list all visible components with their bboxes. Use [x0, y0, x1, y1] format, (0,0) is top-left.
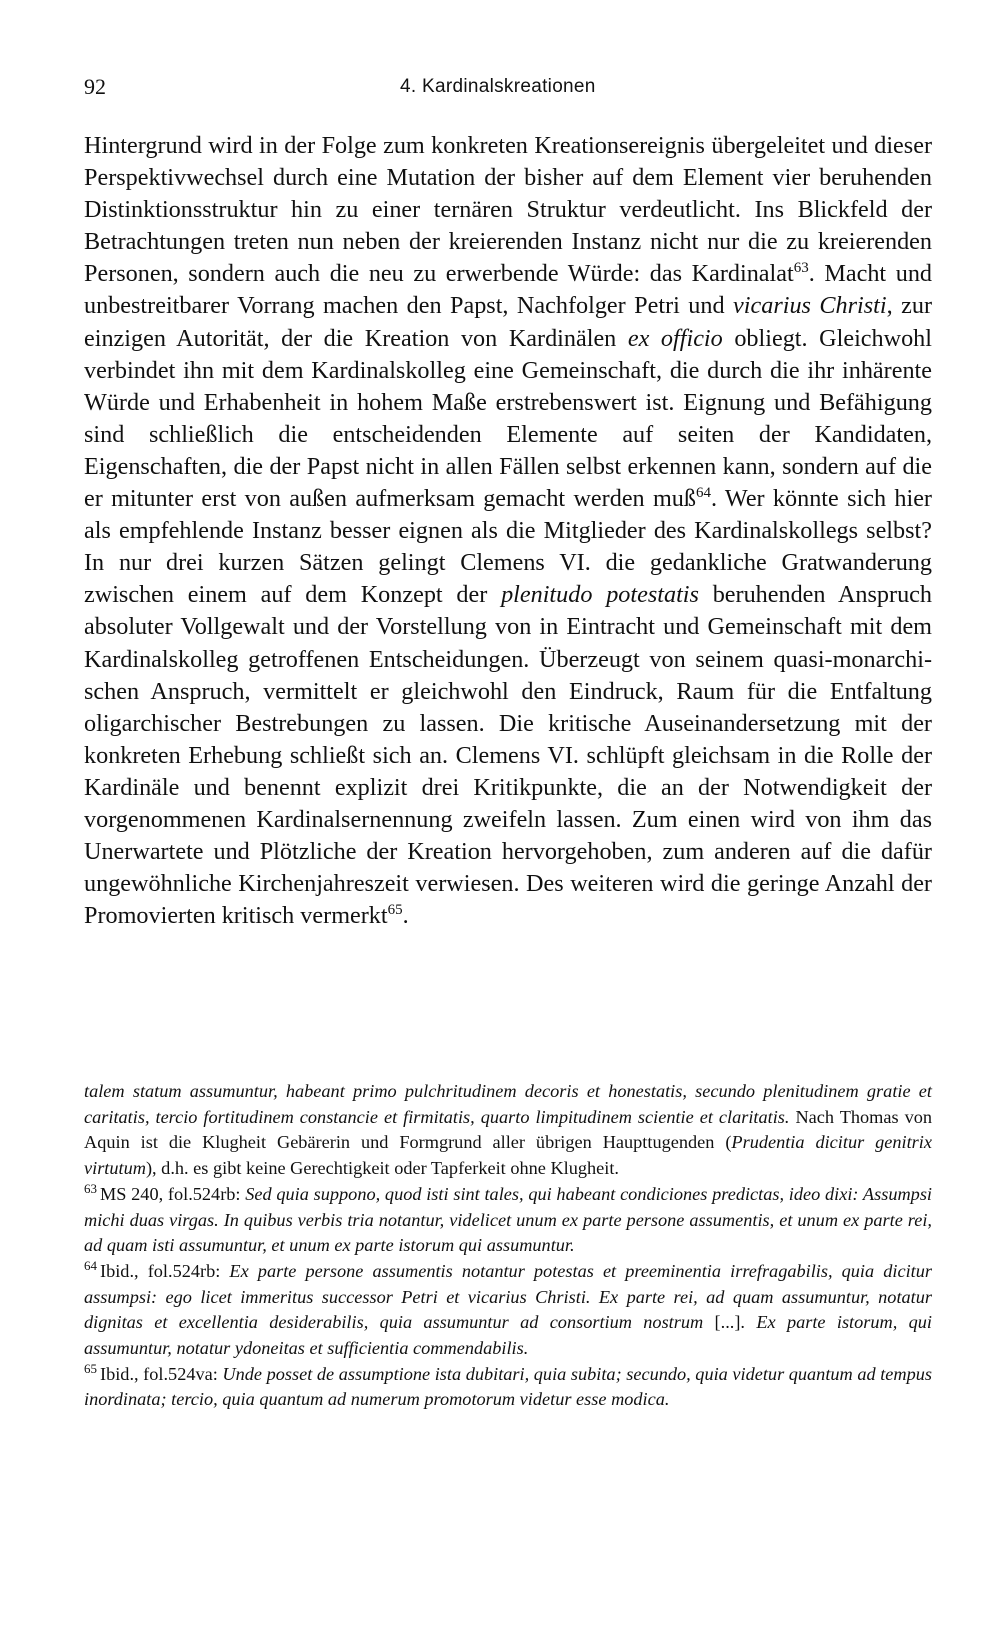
running-title: 4. Kardinalskreationen — [400, 76, 596, 97]
latin-quote: Ex parte istorum, qui assumuntur, notatur ydoneitas et sufficientia commendabilis. — [84, 1312, 932, 1359]
page-number: 92 — [84, 74, 106, 99]
text-run: obliegt. Gleichwohl verbindet ihn mit dem Kardinalskolleg eine Gemeinschaft, die durch die ihr inhärente Würde und Erhabenheit in hohem Maße erstrebenswert ist. Eignung und Befähigung sind schließlich die entscheidenden Elemente auf seiten der Kandidaten, Eigenschaften, die der Papst nicht in allen Fällen selbst erkennen kann, sondern auf die er mitunter erst von außen aufmerksam gemacht werden muß — [84, 324, 932, 513]
footnote-ref-63[interactable]: 63 — [793, 260, 809, 277]
footnote-number: 65 — [84, 1360, 97, 1376]
footnote-ref-64[interactable]: 64 — [695, 485, 711, 502]
latin-quote: Sed quia suppono, quod isti sint tales, qui habeant condiciones predictas, ideo dixi: Assumpsi michi duas virgas. In quibus verbis tria notantur, videlicet unum ex parte persone assumentis, et unum ex parte rei, ad quam isti assumuntur, et unum ex parte istorum qui assumuntur. — [84, 1183, 933, 1256]
footnote-ref-65[interactable]: 65 — [387, 902, 403, 919]
latin-term: ex officio — [627, 324, 723, 352]
text-run: , zur einzigen Autorität, der die Kreation von Kardinälen — [84, 292, 933, 352]
footnote-63 — [84, 1182, 932, 1259]
footnote-number: 64 — [84, 1257, 97, 1273]
text-run: . — [402, 902, 409, 930]
footnotes-section — [84, 1079, 932, 1413]
main-paragraph — [84, 130, 932, 932]
latin-quote: Unde posset de assumptione ista dubitari, quia subita; secundo, quia videtur quantum ad tempus inordinata; tercio, quia quantum ad numerum promotorum videtur esse modica. — [84, 1363, 932, 1410]
footnote-text: MS 240, fol.524rb: — [100, 1183, 246, 1204]
footnote-65 — [84, 1362, 932, 1413]
footnote-text: [...]. — [703, 1312, 757, 1333]
text-run: beruhenden Anspruch absoluter Vollgewalt und der Vorstellung von in Eintracht und Gemeinschaft mit dem Kardinalskolleg getroffenen Entscheidungen. Überzeugt von seinem quasi-monarchischen Anspruch, vermittelt er gleichwohl den Eindruck, Raum für die Entfaltung oligarchischer Bestrebungen zu lassen. Die kritische Auseinandersetzung mit der konkreten Erhebung schließt sich an. Clemens VI. schlüpft gleichsam in die Rolle der Kardinäle und benennt explizit drei Kritikpunkte, die an der Notwendigkeit der vorgenommenen Kardinalsernennung zweifeln lassen. Zum einen wird von ihm das Unerwartete und Plötzliche der Kreation hervorgehoben, zum anderen auf die dafür ungewöhnliche Kirchenjahreszeit verwiesen. Des weiteren wird die geringe Anzahl der Promovierten kritisch vermerkt — [84, 581, 932, 930]
latin-term: plenitudo potestatis — [501, 581, 699, 609]
footnote-text: Ibid., fol.524va: — [100, 1363, 223, 1384]
latin-quote: Ex parte persone assumentis notantur potestas et preeminentia irrefragabilis, quia dicitur assumpsi: ego licet immeritus successor Petri et vicarius Christi. Ex parte rei, ad quam assumuntur, notatur dignitas et excellentia desiderabilis, quia assumuntur ad consortium nostrum — [84, 1260, 933, 1333]
latin-quote: Prudentia dicitur genitrix virtutum — [84, 1132, 932, 1179]
text-run: Hintergrund wird in der Folge zum konkreten Kreationsereignis übergeleitet und dieser Perspektivwechsel durch eine Mutation der bisher auf dem Element vier beruhenden Distinktionsstruktur hin zu einer ternären Struktur verdeutlicht. Ins Blickfeld der Betrachtungen treten nun neben der kreierenden Instanz nicht nur die zu kreierenden Personen, sondern auch die neu zu erwerbende Würde: das Kardinalat — [84, 132, 932, 288]
footnote-text: ), d.h. es gibt keine Gerechtigkeit oder Tapferkeit ohne Klugheit. — [145, 1158, 619, 1179]
footnote-number: 63 — [84, 1180, 97, 1196]
text-run: . Macht und unbestreitbarer Vorrang machen den Papst, Nachfolger Petri und — [84, 260, 933, 320]
footnote-continuation — [84, 1079, 932, 1182]
footnote-text: Ibid., fol.524rb: — [100, 1260, 230, 1281]
page-header — [84, 74, 932, 108]
footnote-64 — [84, 1259, 932, 1362]
text-run: . Wer könnte sich hier als empfehlende Instanz besser eignen als die Mitglieder des Kardinalskollegs selbst? In nur drei kurzen Sätzen gelingt Clemens VI. die gedankliche Gratwanderung zwischen einem auf dem Konzept der — [84, 485, 932, 609]
latin-quote: talem statum assumuntur, habeant primo pulchritudinem decoris et honestatis, secundo plenitudinem gratie et caritatis, tercio fortitudinem constancie et firmitatis, quarto limpitudinem scientie et claritatis. — [84, 1081, 932, 1127]
latin-term: vicarius Christi — [733, 292, 887, 320]
footnote-text: Nach Thomas von Aquin ist die Klugheit Gebärerin und Formgrund aller übrigen Haupttugenden ( — [84, 1106, 932, 1153]
